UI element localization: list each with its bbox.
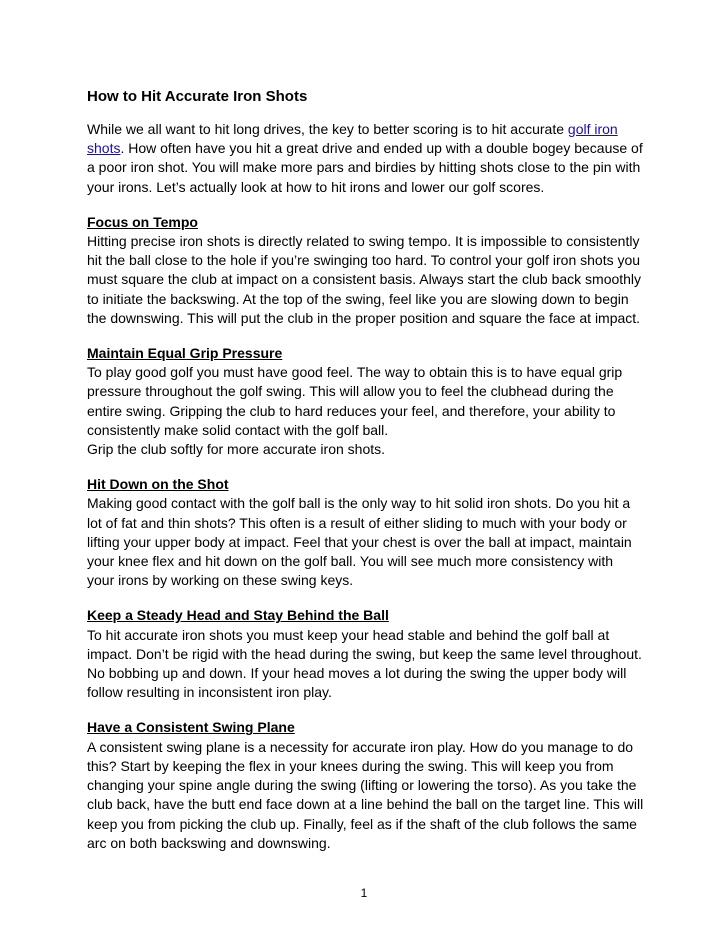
golf-iron-shots-link[interactable]: golf iron shots bbox=[87, 121, 618, 157]
section-heading: Hit Down on the Shot bbox=[87, 476, 229, 493]
page-number: 1 bbox=[360, 886, 368, 900]
section-heading: Focus on Tempo bbox=[87, 213, 198, 230]
section-steady-head bbox=[87, 606, 644, 702]
section-grip-pressure bbox=[87, 344, 644, 459]
intro-paragraph bbox=[87, 120, 644, 197]
section-heading: Have a Consistent Swing Plane bbox=[87, 719, 295, 736]
section-body: Hitting precise iron shots is directly related to swing tempo. It is impossible to consistently hit the ball close to the hole if you’re swinging too hard. To control your golf iron shots you must square the club at impact on a consistent basis. Always start the club back smoothly to initiate the backswing. At the top of the swing, feel like you are slowing down to begin the downswing. This will put the club in the proper position and square the face at impact. bbox=[87, 233, 642, 326]
section-body: A consistent swing plane is a necessity for accurate iron play. How do you manage to do this? Start by keeping the flex in your knees during the swing. This will keep you from changing your spine angle during the swing (lifting or lowering the torso). As you take the club back, have the butt end face down at a line behind the ball on the target line. This will keep you from picking the club up. Finally, feel as if the shaft of the club follows the same arc on both backswing and downswing. bbox=[87, 738, 644, 851]
intro-text-before: While we all want to hit long drives, the key to better scoring is to hit accurate bbox=[87, 121, 568, 137]
section-hit-down bbox=[87, 475, 644, 590]
document-title: How to Hit Accurate Iron Shots bbox=[87, 88, 308, 105]
section-heading: Keep a Steady Head and Stay Behind the Ball bbox=[87, 607, 389, 624]
section-body: To play good golf you must have good feel. The way to obtain this is to have equal grip pressure throughout the golf swing. This will allow you to feel the clubhead during the entire swing. Gripping the club to hard reduces your feel, and therefore, your ability to consistently make solid contact with the golf ball. bbox=[87, 364, 623, 438]
section-body: Making good contact with the golf ball is the only way to hit solid iron shots. Do you hit a lot of fat and thin shots? This often is a result of either sliding to much with your body or lifting your upper body at impact. Feel that your chest is over the ball at impact, maintain your knee flex and hit down on the golf ball. You will see much more consistency with your irons by working on these swing keys. bbox=[87, 495, 632, 589]
section-swing-plane bbox=[87, 718, 644, 852]
section-focus-on-tempo bbox=[87, 213, 644, 328]
intro-text-after: . How often have you hit a great drive and ended up with a double bogey because of a poor iron shot. You will make more pars and birdies by hitting shots close to the pin with your irons. Let’s actually look at how to hit irons and lower our golf scores. bbox=[87, 140, 643, 195]
section-extra-line: Grip the club softly for more accurate iron shots. bbox=[87, 441, 386, 458]
section-body: To hit accurate iron shots you must keep your head stable and behind the golf ball at impact. Don’t be rigid with the head during the swing, but keep the same level throughout. No bobbing up and down. If your head moves a lot during the swing the upper body will follow resulting in inconsistent iron play. bbox=[87, 626, 642, 701]
section-heading: Maintain Equal Grip Pressure bbox=[87, 345, 283, 362]
